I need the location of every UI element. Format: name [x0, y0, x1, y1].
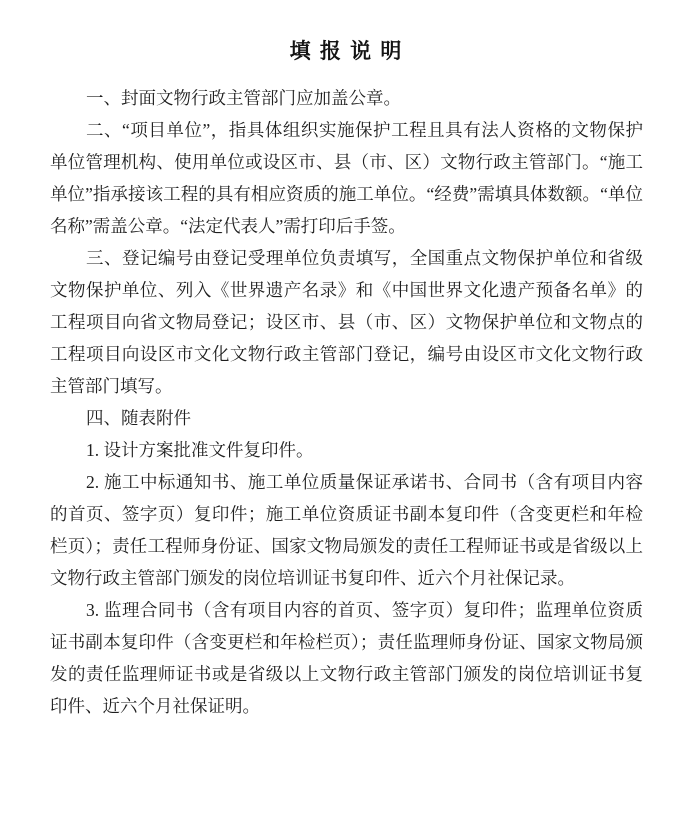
paragraph-project-unit-definition: 二、“项目单位”，指具体组织实施保护工程且具有法人资格的文物保护单位管理机构、使用单位或设区市、县（市、区）文物行政主管部门。“施工单位”指承接该工程的具有相应资质的施工单位。“经费”需填具体数额。“单位名称”需盖公章。“法定代表人”需打印后手签。	[50, 120, 643, 236]
document-title: 填 报 说 明	[289, 39, 404, 63]
document-body	[50, 82, 643, 722]
paragraph-cover-seal: 一、封面文物行政主管部门应加盖公章。	[86, 88, 401, 108]
paragraph-attachments-heading: 四、随表附件	[86, 408, 191, 428]
paragraph-registration-number: 三、登记编号由登记受理单位负责填写，全国重点文物保护单位和省级文物保护单位、列入《世界遗产名录》和《中国世界文化遗产预备名单》的工程项目向省文物局登记；设区市、县（市、区）文物保护单位和文物点的工程项目向设区市文化文物行政主管部门登记，编号由设区市文化文物行政主管部门填写。	[50, 248, 643, 396]
paragraph-attachment-item-2: 2. 施工中标通知书、施工单位质量保证承诺书、合同书（含有项目内容的首页、签字页）复印件；施工单位资质证书副本复印件（含变更栏和年检栏页）；责任工程师身份证、国家文物局颁发的责任工程师证书或是省级以上文物行政主管部门颁发的岗位培训证书复印件、近六个月社保记录。	[50, 472, 643, 588]
paragraph-attachment-item-1: 1. 设计方案批准文件复印件。	[86, 440, 314, 460]
paragraph-attachment-item-3: 3. 监理合同书（含有项目内容的首页、签字页）复印件；监理单位资质证书副本复印件（含变更栏和年检栏页）；责任监理师身份证、国家文物局颁发的责任监理师证书或是省级以上文物行政主管部门颁发的岗位培训证书复印件、近六个月社保证明。	[50, 600, 643, 716]
